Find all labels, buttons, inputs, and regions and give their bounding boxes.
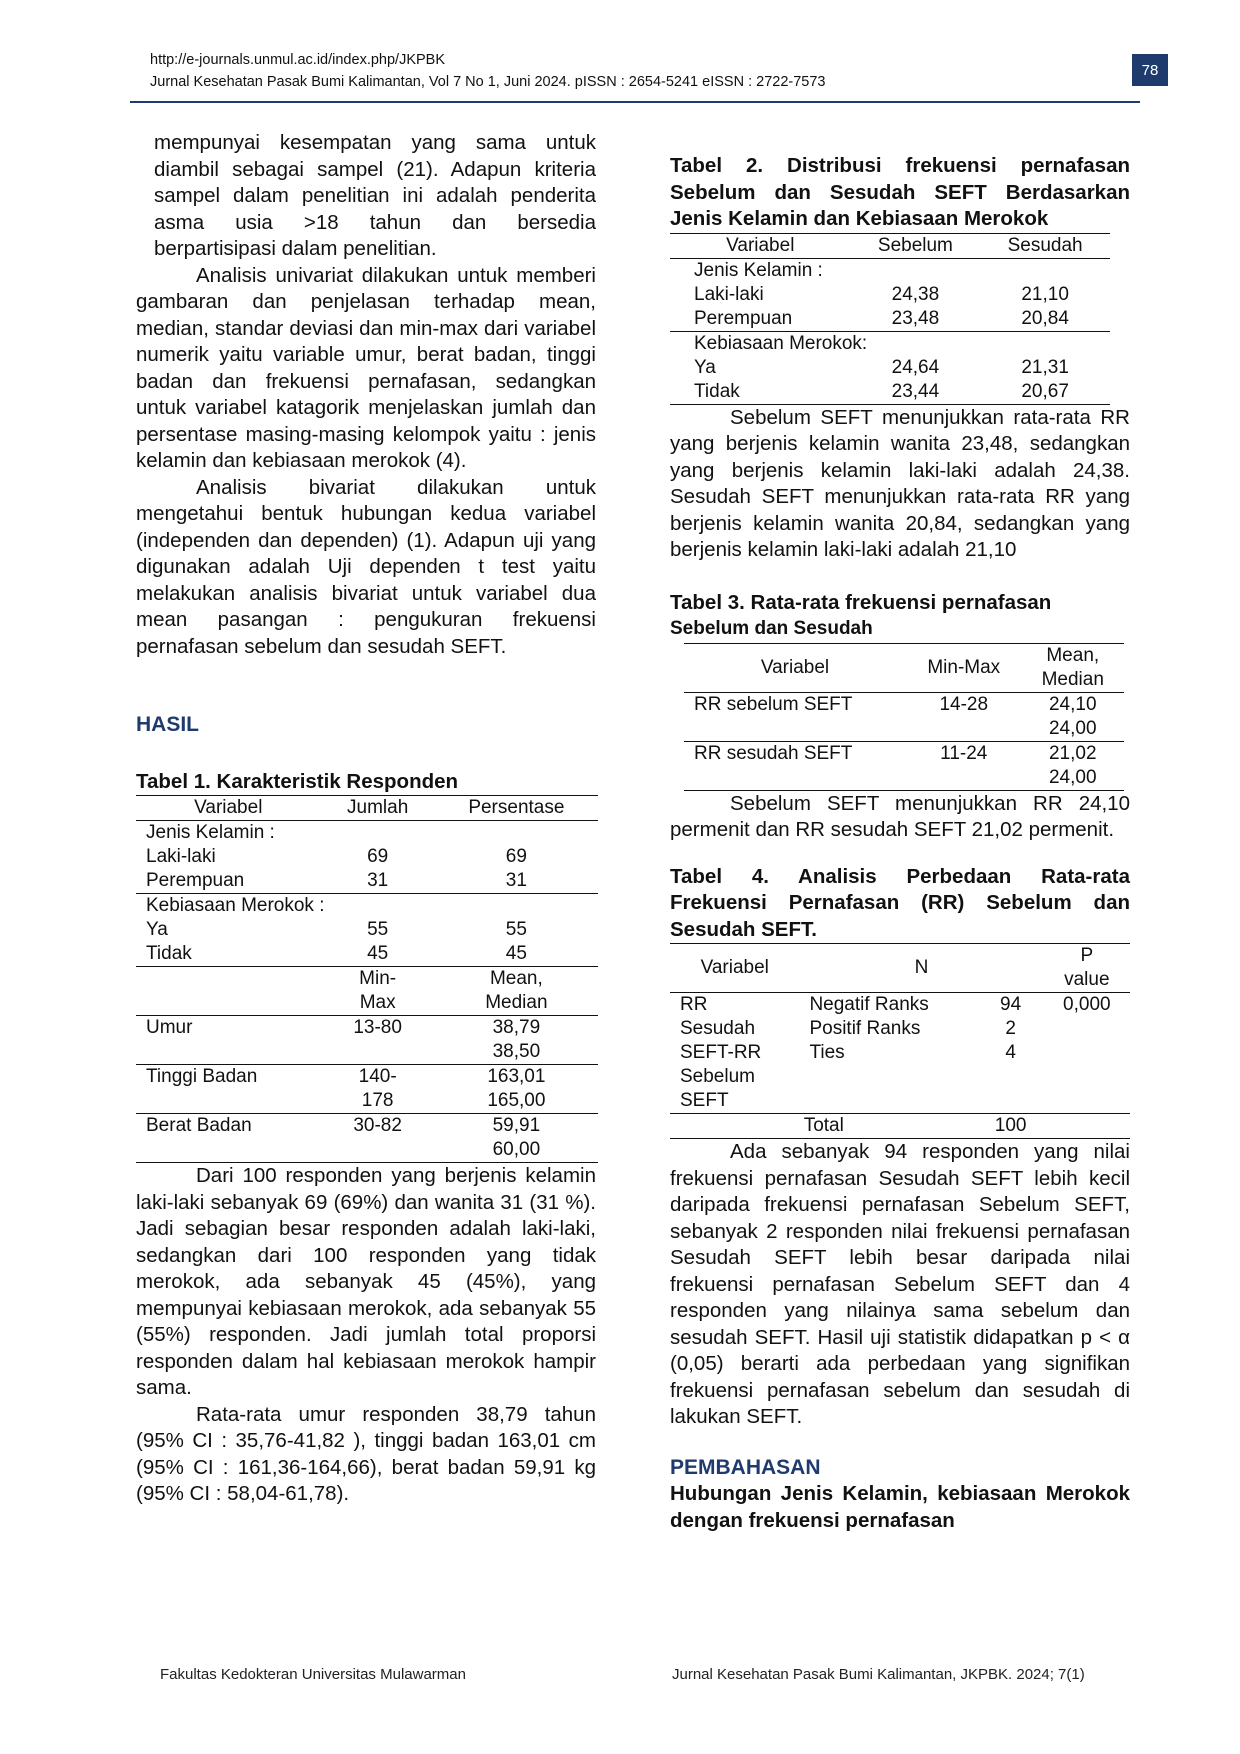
table-row	[136, 821, 598, 846]
table-value: Sebelum	[680, 1066, 755, 1087]
table-row	[670, 233, 1110, 258]
table4-header-n: N	[914, 957, 929, 978]
table-cell	[136, 967, 321, 1016]
table-cell	[435, 1114, 598, 1163]
table-row	[136, 1016, 598, 1065]
right-paragraph-1: Sebelum SEFT menunjukkan rata-rata RR yang berjenis kelamin wanita 23,48, sedangkan yang berjenis kelamin laki-laki adalah 24,38. Sesudah SEFT menunjukkan rata-rata RR yang berjenis kelamin wanita 20,84, sedangkan yang berjenis kelamin laki-laki adalah 21,10	[670, 405, 1130, 561]
left-paragraph-1: mempunyai kesempatan yang sama untuk diambil sebagai sampel (21). Adapun kriteria sampel dalam penelitian ini adalah penderita asma usia >18 tahun dan bersedia berpartisipasi dalam penelitian.	[154, 131, 596, 260]
table-cell: 21,31	[1021, 356, 1069, 378]
table4	[670, 943, 1130, 1139]
table2-caption: Tabel 2. Distribusi frekuensi pernafasan Sebelum dan Sesudah SEFT Berdasarkan Jenis Kelamin dan Kebiasaan Merokok	[670, 154, 1130, 230]
table-value: 140-	[358, 1066, 397, 1087]
table-cell: 69	[367, 846, 389, 867]
table1-header-jumlah: Jumlah	[347, 797, 409, 818]
table-cell: Kebiasaan Merokok:	[694, 332, 868, 354]
table-cell: 23,48	[891, 307, 940, 329]
left-paragraph-3: Analisis bivariat dilakukan untuk mengetahui bentuk hubungan kedua variabel (independen dan dependen) (1). Adapun uji yang digunakan adalah Uji dependen t test yaitu melakukan analisis bivariat untuk variabel dua mean pasangan : pengukuran frekuensi pernafasan sebelum dan sesudah SEFT.	[136, 475, 596, 658]
table-value: 60,00	[492, 1139, 541, 1160]
table1-mean-line1: Mean,	[489, 968, 543, 989]
table-value: Sesudah	[680, 1018, 756, 1039]
table2-header-sebelum: Sebelum	[877, 234, 953, 256]
table-value: Ties	[809, 1042, 845, 1063]
left-paragraph-2: Analisis univariat dilakukan untuk memberi gambaran dan penjelasan terhadap mean, median, standar deviasi dan min-max dari variabel numerik yaitu variable umur, berat badan, tinggi badan dan frekuensi pernafasan, sedangkan untuk variabel katagorik menjelaskan jumlah dan persentase masing-masing kelompok yaitu : jenis kelamin dan kebiasaan merokok (4).	[136, 263, 596, 472]
right-paragraph-2: Sebelum SEFT menunjukkan RR 24,10 permenit dan RR sesudah SEFT 21,02 permenit.	[670, 791, 1130, 841]
table4-header-variabel: Variabel	[700, 957, 769, 978]
table-cell: Tinggi Badan	[146, 1066, 258, 1087]
table-cell: RR sebelum SEFT	[694, 693, 853, 715]
table-cell: 23,44	[891, 380, 940, 402]
table-value: 24,00	[1048, 717, 1097, 739]
table-value: 38,79	[492, 1017, 541, 1038]
table-value: 24,10	[1048, 693, 1097, 715]
table-cell: 11-24	[940, 742, 988, 764]
table-value: 2	[1005, 1018, 1016, 1039]
table-cell	[435, 967, 598, 1016]
table-value: 94	[1000, 994, 1022, 1015]
table-cell: 14-28	[939, 693, 989, 715]
table-cell: 69	[505, 846, 527, 867]
table-cell: 100	[994, 1115, 1027, 1136]
table-cell: 31	[367, 870, 389, 891]
table-value: SEFT-RR	[680, 1042, 762, 1063]
table-value: SEFT	[680, 1090, 729, 1111]
table-row	[684, 643, 1124, 692]
table1-minmax-line1: Min-	[359, 968, 397, 989]
table-row	[670, 307, 1110, 332]
table3-header-mean: Mean,	[1046, 644, 1100, 666]
table-row	[670, 258, 1110, 283]
table3-caption: Tabel 3. Rata-rata frekuensi pernafasan	[670, 590, 1052, 614]
section-pembahasan: PEMBAHASAN	[670, 1455, 821, 1479]
table1-header-persentase: Persentase	[468, 797, 565, 818]
table-cell: Jenis Kelamin :	[694, 259, 823, 281]
table-cell: Tidak	[146, 943, 192, 964]
table-row	[670, 283, 1110, 307]
table-value: 38,50	[492, 1041, 541, 1062]
table-value: 178	[361, 1090, 394, 1111]
table1-header-variabel: Variabel	[194, 797, 263, 818]
table-cell: 13-80	[353, 1017, 402, 1038]
table-value: 163,01	[487, 1066, 546, 1087]
table-cell: Ya	[694, 356, 716, 378]
table3-header-variabel: Variabel	[760, 656, 830, 678]
footer-right: Jurnal Kesehatan Pasak Bumi Kalimantan, JKPBK. 2024; 7(1)	[672, 1666, 1085, 1683]
table-cell	[670, 993, 799, 1114]
table-value: 4	[1005, 1042, 1016, 1063]
table-cell	[321, 967, 435, 1016]
table-row	[136, 869, 598, 894]
table-cell: 20,84	[1021, 307, 1069, 329]
table-cell: Berat Badan	[146, 1115, 252, 1136]
table-cell	[1044, 1114, 1130, 1139]
table-cell: Umur	[146, 1017, 193, 1038]
table-value: 59,91	[492, 1115, 541, 1136]
table-row	[670, 356, 1110, 380]
table-cell	[435, 1016, 598, 1065]
table-cell: Laki-laki	[694, 283, 764, 305]
table3-header-median: Median	[1041, 668, 1104, 690]
table-cell: Perempuan	[694, 307, 793, 329]
table-cell: Laki-laki	[146, 846, 216, 867]
header-rule	[130, 101, 1140, 103]
table-cell: RR sesudah SEFT	[694, 742, 853, 764]
table3	[684, 643, 1124, 791]
table-value: Negatif Ranks	[809, 994, 929, 1015]
table-cell	[1022, 643, 1124, 692]
table-cell: 45	[367, 943, 389, 964]
subheading: Hubungan Jenis Kelamin, kebiasaan Merokok dengan frekuensi pernafasan	[670, 1482, 1130, 1532]
table3-header-minmax: Min-Max	[927, 656, 1001, 678]
table-cell: 45	[505, 943, 527, 964]
left-paragraph-4: Dari 100 responden yang berjenis kelamin laki-laki sebanyak 69 (69%) dan wanita 31 (31 %). Jadi sebagian besar responden adalah laki-laki, sedangkan dari 100 responden yang tidak merokok, ada sebanyak 45 (45%), yang mempunyai kebiasaan merokok, ada sebanyak 55 (55%) responden. Jadi jumlah total proporsi responden dalam hal kebiasaan merokok hampir sama.	[136, 1164, 596, 1399]
table2-header-sesudah: Sesudah	[1007, 234, 1083, 256]
table-row	[136, 796, 598, 821]
page-number-badge: 78	[1132, 54, 1168, 86]
table-row	[136, 942, 598, 967]
table-cell	[978, 993, 1044, 1114]
table-cell: 30-82	[353, 1115, 402, 1136]
table-row	[684, 692, 1124, 741]
table-cell: 20,67	[1021, 380, 1069, 402]
table-cell: 31	[505, 870, 527, 891]
table-row	[684, 741, 1124, 790]
table-row	[670, 993, 1130, 1114]
table-cell: Total	[803, 1115, 844, 1136]
table1	[136, 795, 598, 1163]
table4-header-value: value	[1064, 969, 1110, 990]
table-value: 24,00	[1048, 766, 1097, 788]
table1-mean-line2: Median	[485, 992, 548, 1013]
right-column	[670, 153, 1130, 1534]
table2-header-variabel: Variabel	[726, 234, 795, 256]
left-column	[136, 130, 596, 1508]
table-row	[136, 1114, 598, 1163]
footer-left: Fakultas Kedokteran Universitas Mulawarman	[160, 1666, 466, 1683]
table1-caption: Tabel 1. Karakteristik Responden	[136, 769, 459, 793]
table-cell	[1022, 692, 1124, 741]
table-cell	[1022, 741, 1124, 790]
table-cell: 24,38	[891, 283, 940, 305]
table-cell: 0,000	[1063, 994, 1111, 1015]
header-url: http://e-journals.unmul.ac.id/index.php/JKPBK	[150, 52, 445, 68]
table-cell	[435, 1065, 598, 1114]
table-row	[136, 845, 598, 869]
table2	[670, 233, 1110, 405]
table-value: RR	[680, 994, 708, 1015]
table-row	[136, 894, 598, 919]
table-cell: Ya	[146, 919, 168, 940]
table-row	[670, 944, 1130, 993]
table-cell: 21,10	[1021, 283, 1069, 305]
table-cell: 55	[367, 919, 389, 940]
header-journal: Jurnal Kesehatan Pasak Bumi Kalimantan, Vol 7 No 1, Juni 2024. pISSN : 2654-5241 eISSN : 2722-7573	[150, 74, 826, 90]
table1-minmax-line2: Max	[359, 992, 396, 1013]
table-cell: 24,64	[891, 356, 940, 378]
table-row	[670, 380, 1110, 405]
table-cell: 55	[505, 919, 527, 940]
section-hasil: HASIL	[136, 713, 199, 736]
table-row	[136, 967, 598, 1016]
table-row	[670, 331, 1110, 356]
table-cell	[799, 993, 977, 1114]
right-paragraph-3: Ada sebanyak 94 responden yang nilai frekuensi pernafasan Sesudah SEFT lebih kecil daripada frekuensi pernafasan Sebelum SEFT, sebanyak 2 responden nilai frekuensi pernafasan Sesudah SEFT lebih besar daripada nilai frekuensi pernafasan Sebelum SEFT dan 4 responden yang nilainya sama sebelum dan sesudah SEFT. Hasil uji statistik didapatkan p < α (0,05) berarti ada perbedaan yang signifikan frekuensi pernafasan sebelum dan sesudah di lakukan SEFT.	[670, 1140, 1130, 1428]
table4-caption: Tabel 4. Analisis Perbedaan Rata-rata Frekuensi Pernafasan (RR) Sebelum dan Sesudah SEFT.	[670, 864, 1130, 941]
table-row	[670, 1114, 1130, 1139]
table-cell: Kebiasaan Merokok :	[146, 895, 325, 916]
table3-caption-sub: Sebelum dan Sesudah	[670, 618, 873, 639]
table-value: Positif Ranks	[809, 1018, 921, 1039]
left-paragraph-5: Rata-rata umur responden 38,79 tahun (95% CI : 35,76-41,82 ), tinggi badan 163,01 cm (95% CI : 161,36-164,66), berat badan 59,91 kg (95% CI : 58,04-61,78).	[136, 1402, 596, 1505]
table-cell	[321, 1065, 435, 1114]
table-value: 21,02	[1048, 742, 1097, 764]
table4-header-p: P	[1080, 945, 1094, 966]
table-row	[136, 918, 598, 942]
table-row	[136, 1065, 598, 1114]
table-cell: Perempuan	[146, 870, 245, 891]
table-value: 165,00	[487, 1090, 546, 1111]
table-cell: Tidak	[694, 380, 740, 402]
table-cell	[1044, 944, 1130, 993]
table-cell: Jenis Kelamin :	[146, 822, 275, 843]
